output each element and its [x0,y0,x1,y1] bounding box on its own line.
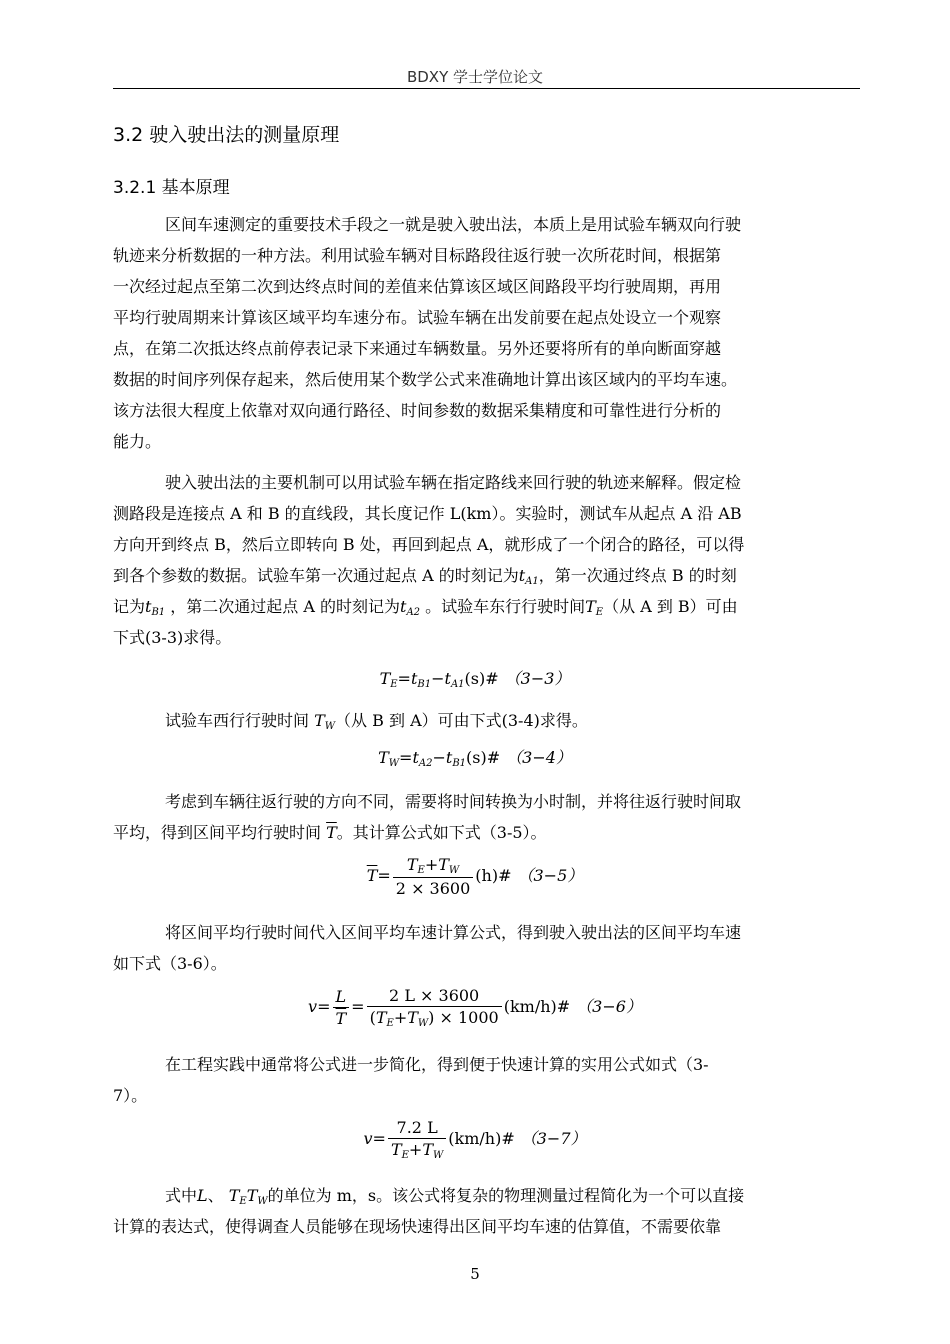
text-run: 的单位为 m，s。该公式将复杂的物理测量过程简化为一个可以直接 [267,1186,745,1205]
equation-number: （3−3） [504,669,571,688]
symbol-T: T [375,1008,387,1027]
equation-3-6: v= $\frac{L}{T}$ = $\frac{2 L \times 3600}{(T_E+T_W) \times 1000}$ (km/h)# （3−6） [308,986,642,1029]
text-run: （从 B 到 A）可由下式(3-4)求得。 [335,711,588,730]
text-run: 到各个参数的数据。试验车第一次通过起点 A 的时刻记为 [113,566,519,585]
paragraph-1 [113,209,860,457]
equation-3-3: $T_E=t_{B1}-t_{A1}(s)\#$ （3−3） [379,669,571,690]
text-line: 驶入驶出法的主要机制可以用试验车辆在指定路线来回行驶的轨迹来解释。假定检 [165,473,742,492]
text-run: 。其计算公式如下式（3-5）。 [336,823,547,842]
paragraph-6 [113,1049,860,1111]
symbol-T: T [379,669,391,688]
running-header: BDXY 学士学位论文 [406,68,544,86]
subscript: E [401,1150,409,1161]
fraction [367,986,502,1029]
subscript: W [324,721,336,732]
symbol-T: T [314,711,325,730]
equation-number: （3−6） [576,997,642,1016]
text-line: 计算的表达式，使得调查人员能够在现场快速得出区间平均车速的估算值，不需要依靠 [113,1217,722,1236]
subscript: A1 [450,679,465,690]
text-run: 。试验车东行行驶时间 [420,597,586,616]
text-line [113,705,860,736]
unit: (s)# [464,669,499,688]
subscript: E [390,679,398,690]
symbol-T-dot: $\overline{T}$ [326,823,337,842]
text-line: 如下式（3-6）。 [113,954,227,973]
equation-number: （3−7） [520,1129,587,1148]
subscript: W [433,1150,444,1161]
numerator: 7.2 L [388,1118,446,1139]
unit: (s)# [466,748,501,767]
text-line: 能力。 [113,432,162,451]
denominator-tail: × 1000 [434,1008,499,1027]
equation-number: （3−4） [506,748,572,767]
paragraph-5 [113,917,860,979]
text-line: 下式(3-3)求得。 [113,628,232,647]
text-run: 、 [207,1186,229,1205]
equation-3-5: $\overline{T}=$ $\frac{T_E+T_W}{2 \times 3600}$ (h)# （3−5） [366,855,584,898]
text-line: 将区间平均行驶时间代入区间平均车速计算公式，得到驶入驶出法的区间平均车速 [165,923,742,942]
symbol-T-dot: T [335,1009,347,1028]
fraction [393,855,473,898]
symbol-v: v [363,1129,373,1148]
paragraph-2 [113,467,860,653]
numerator: 2 L × 3600 [367,986,502,1007]
symbol-T: T [407,1008,418,1027]
subscript: A2 [418,758,433,769]
text-line: 在工程实践中通常将公式进一步简化，得到便于快速计算的实用公式如式（3- [165,1055,709,1074]
subscript: E [595,607,604,618]
text-run: 试验车西行行驶时间 [165,711,315,730]
text-run: 记为 [113,597,146,616]
symbol-t: t [400,597,407,616]
section-heading: 3.2 驶入驶出法的测量原理 [113,124,340,146]
symbol-T: T [378,748,389,767]
symbol-T: T [406,855,418,874]
text-line [113,817,860,848]
denominator: 2 × 3600 [395,879,471,898]
text-run: ，第二次通过起点 A 的时刻记为 [165,597,400,616]
symbol-t: t [445,748,453,767]
text-line: 区间车速测定的重要技术手段之一就是驶入驶出法，本质上是用试验车辆双向行驶 [165,215,742,234]
symbol-L: L [335,987,347,1006]
text-run: 式中 [165,1186,198,1205]
symbol-T: T [585,597,596,616]
symbol-t: t [145,597,152,616]
symbol-t: t [518,566,526,585]
text-line: 轨迹来分析数据的一种方法。利用试验车辆对目标路段往返行驶一次所花时间，根据第 [113,246,722,265]
text-line: 平均行驶周期来计算该区域平均车速分布。试验车辆在出发前要在起点处设立一个观察 [113,308,722,327]
text-line: 7）。 [113,1086,148,1105]
symbol-t: t [412,748,419,767]
subscript: W [388,758,400,769]
text-line: 测路段是连接点 A 和 B 的直线段，其长度记作 L(km）。实验时，测试车从起点 A 沿 AB [113,504,742,523]
text-line [113,591,860,622]
symbol-t: t [410,669,418,688]
text-line: 该方法很大程度上依靠对双向通行路径、时间参数的数据采集精度和可靠性进行分析的 [113,401,722,420]
subsection-heading: 3.2.1 基本原理 [113,178,230,198]
text-run: 平均，得到区间平均行驶时间 [113,823,327,842]
paragraph-3 [113,705,860,736]
subscript: B1 [452,758,467,769]
page-number: 5 [470,1265,480,1283]
symbol-T: T [422,1140,433,1159]
denominator: $T_E+T_W$ [390,1140,444,1161]
unit: (km/h)# [503,997,571,1016]
text-line: 一次经过起点至第二次到达终点时间的差值来估算该区域区间路段平均行驶周期，再用 [113,277,722,296]
symbol-T: T [438,855,449,874]
numerator [333,987,350,1008]
subscript: E [239,1196,247,1207]
symbol-v: v [308,997,318,1016]
symbol-T: T [390,1140,402,1159]
subscript: B1 [417,679,432,690]
header-rule [113,88,860,89]
text-line [113,1180,860,1211]
equation-3-7: v= $\frac{7.2 L}{T_E+T_W}$ (km/h)# （3−7） [363,1118,587,1161]
paragraph-7 [113,1180,860,1242]
text-line: 数据的时间序列保存起来，然后使用某个数学公式来准确地计算出该区域内的平均车速。 [113,370,738,389]
subscript: E [417,865,425,876]
paragraph-4 [113,786,860,848]
text-line [113,560,860,591]
numerator: $T_E+T_W$ [393,855,473,878]
equation-3-4: $T_W=t_{A2}-t_{B1}(s)\#$ （3−4） [378,748,572,769]
text-run: ，第一次通过终点 B 的时刻 [538,566,737,585]
fraction [388,1118,446,1161]
symbol-L: L [197,1186,208,1205]
text-line: 点，在第二次抵达终点前停表记录下来通过车辆数量。另外还要将所有的单向断面穿越 [113,339,722,358]
denominator [333,1008,350,1028]
subscript: W [257,1196,268,1207]
text-line: 考虑到车辆往返行驶的方向不同，需要将时间转换为小时制，并将往返行驶时间取 [165,792,742,811]
denominator: $(T_E+T_W) \times 1000$ [369,1008,499,1029]
subscript: A2 [406,607,421,618]
equation-number: （3−5） [517,866,584,885]
subscript: E [386,1018,394,1029]
subscript: W [448,865,460,876]
fraction [333,987,350,1028]
unit: (h)# [475,866,512,885]
text-run: （从 A 到 B）可由 [603,597,738,616]
subscript: B1 [151,607,166,618]
symbol-T: T [228,1186,240,1205]
symbol-T-dot: $\overline{T}$ [366,866,378,885]
subscript: A1 [525,576,539,587]
symbol-T: T [246,1186,258,1205]
text-line: 方向开到终点 B，然后立即转向 B 处，再回到起点 A，就形成了一个闭合的路径，可以得 [113,535,745,554]
subscript: W [417,1018,429,1029]
unit: (km/h)# [448,1129,515,1148]
symbol-t: t [444,669,451,688]
